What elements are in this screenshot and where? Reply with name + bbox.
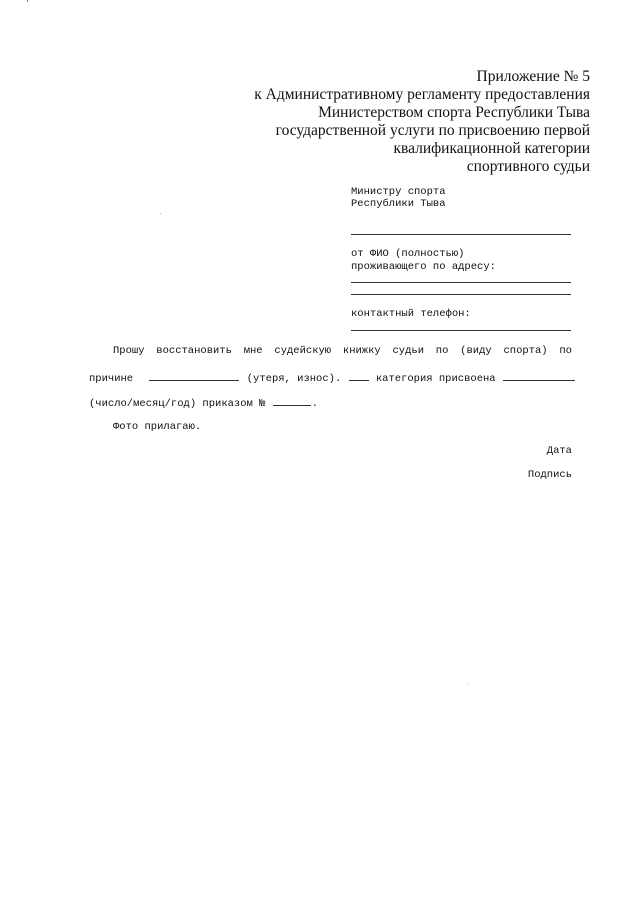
word: Прошу [113, 345, 145, 357]
reason-label: причине [89, 373, 134, 385]
category-blank [349, 371, 369, 381]
reason-options: (утеря, износ). [246, 373, 342, 385]
address-label: проживающего по адресу: [351, 261, 496, 273]
appendix-title: Приложение № 5 [476, 68, 590, 85]
category-label: категория присвоена [375, 373, 496, 385]
address-blank-line [351, 282, 571, 283]
from-label: от ФИО (полностью) [351, 248, 465, 260]
phone-label: контактный телефон: [351, 308, 471, 320]
addressee-line: Республики Тыва [351, 198, 446, 210]
scan-speck [160, 213, 161, 214]
word: книжку [342, 345, 381, 357]
date-blank [503, 371, 575, 381]
signature-label: Подпись [527, 469, 572, 481]
appendix-line: квалификационной категории [393, 140, 590, 157]
addressee-line: Министру спорта [351, 186, 446, 198]
page-corner-mark [27, 0, 28, 2]
appendix-line: спортивного судьи [466, 158, 590, 175]
request-line-3 [89, 396, 318, 410]
reason-blank [149, 371, 239, 381]
order-end: . [311, 398, 319, 410]
request-line-2 [89, 371, 576, 385]
date-label: Дата [546, 445, 572, 457]
word: судейскую [274, 345, 332, 357]
appendix-line: Министерством спорта Республики Тыва [318, 104, 590, 121]
appendix-header [254, 68, 590, 176]
photo-note: Фото прилагаю. [113, 421, 202, 433]
word: (виду [460, 345, 492, 357]
word: мне [243, 345, 263, 357]
order-label: (число/месяц/год) приказом № [89, 398, 266, 410]
addressee-block [351, 186, 446, 210]
request-line-1 [113, 345, 572, 357]
order-number-blank [273, 396, 311, 406]
word: по [435, 345, 449, 357]
word: восстановить [156, 345, 232, 357]
word: спорта) [503, 345, 548, 357]
appendix-line: к Административному регламенту предоставления [254, 86, 590, 103]
blank-line [351, 234, 571, 235]
scan-speck [468, 683, 469, 684]
address-blank-line [351, 294, 571, 295]
appendix-line: государственной услуги по присвоению первой [275, 122, 590, 139]
word: по [559, 345, 572, 357]
phone-blank-line [351, 330, 571, 331]
word: судьи [392, 345, 424, 357]
